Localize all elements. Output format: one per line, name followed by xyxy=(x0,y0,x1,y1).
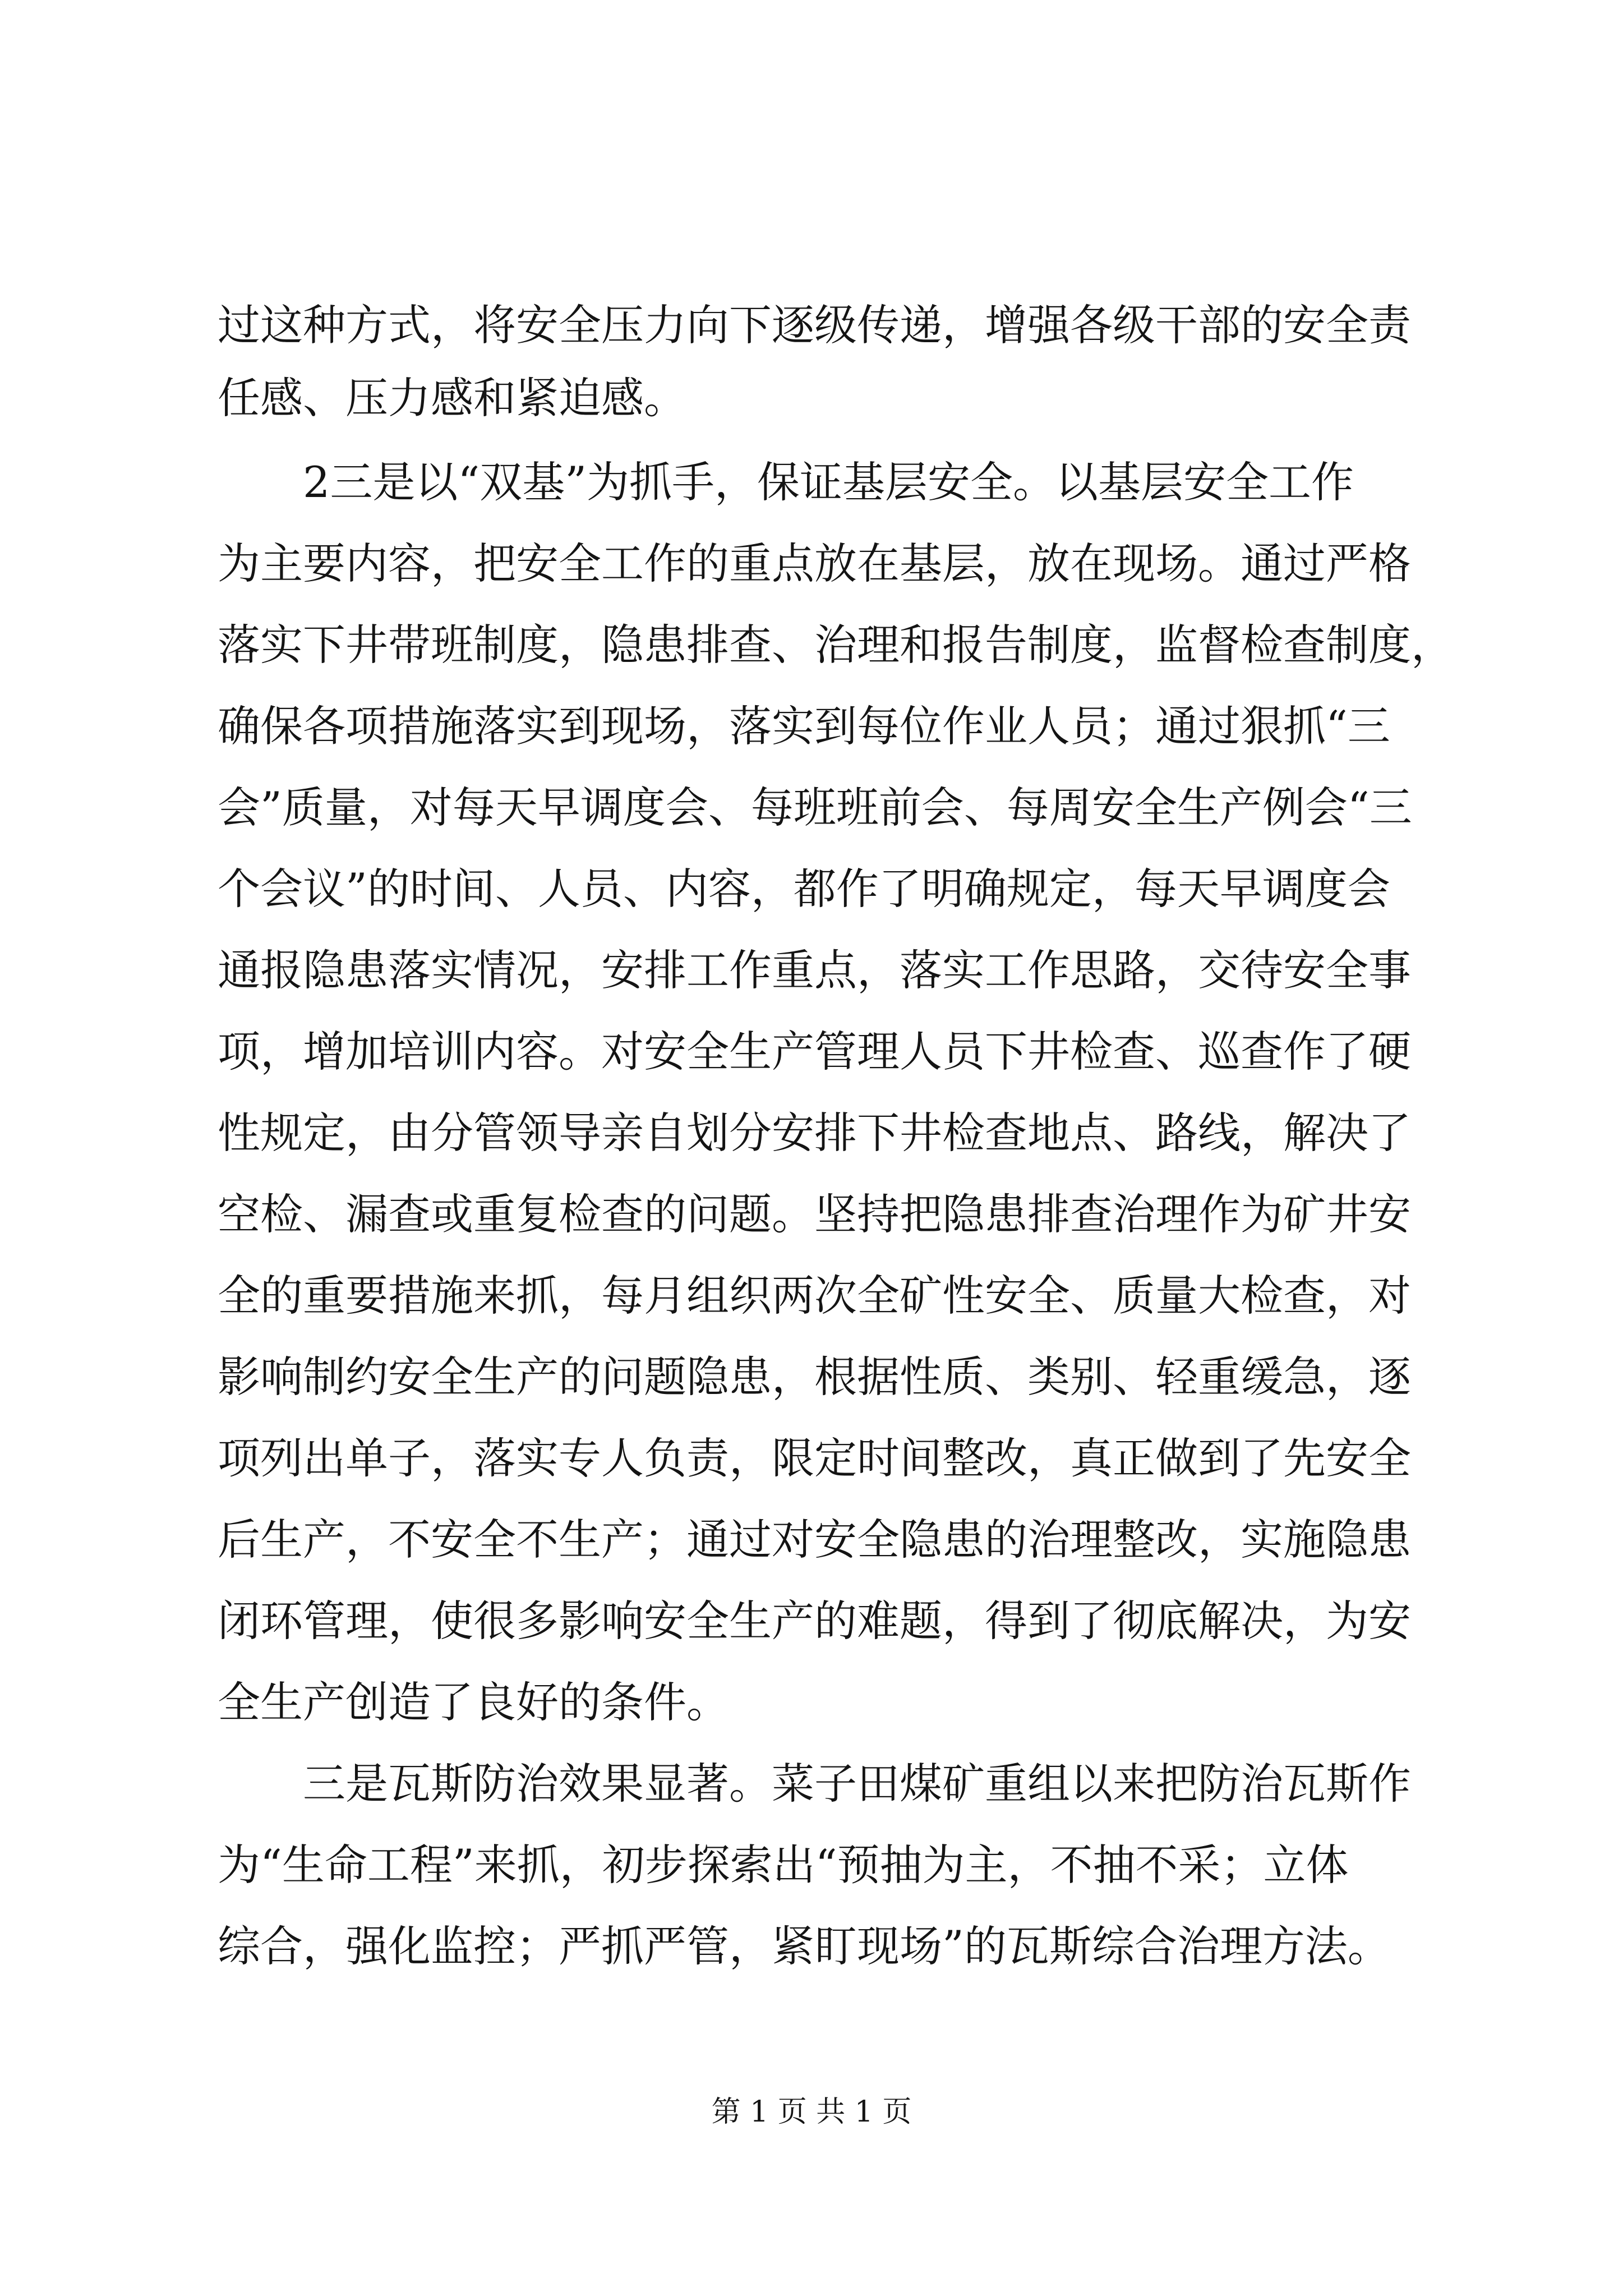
body-text-line: 全生产创造了良好的条件。 xyxy=(218,1677,729,1727)
body-text-line: 项列出单子，落实专人负责，限定时间整改，真正做到了先安全 xyxy=(218,1433,1411,1483)
body-text-line: 影响制约安全生产的问题隐患，根据性质、类别、轻重缓急，逐 xyxy=(218,1352,1411,1402)
body-text-line: 性规定，由分管领导亲自划分安排下井检查地点、路线，解决了 xyxy=(218,1108,1411,1158)
body-text-line: 为“生命工程”来抓，初步探索出“预抽为主，不抽不采；立体 xyxy=(218,1840,1349,1890)
body-text-line: 后生产，不安全不生产；通过对安全隐患的治理整改，实施隐患 xyxy=(218,1515,1411,1565)
body-text-line: 确保各项措施落实到现场，落实到每位作业人员；通过狠抓“三 xyxy=(218,701,1390,751)
body-text-line: 全的重要措施来抓，每月组织两次全矿性安全、质量大检查，对 xyxy=(218,1271,1411,1320)
body-text-line: 任感、压力感和紧迫感。 xyxy=(218,373,686,423)
body-text-line: 过这种方式，将安全压力向下逐级传递，增强各级干部的安全责 xyxy=(218,300,1411,350)
body-text-line: 三是瓦斯防治效果显著。菜子田煤矿重组以来把防治瓦斯作 xyxy=(218,1759,1411,1809)
body-text-line: 项，增加培训内容。对安全生产管理人员下井检查、巡查作了硬 xyxy=(218,1027,1411,1076)
body-text-line: 为主要内容，把安全工作的重点放在基层，放在现场。通过严格 xyxy=(218,539,1411,588)
page-number-footer: 第 1 页 共 1 页 xyxy=(711,2095,912,2129)
body-text-line: 2三是以“双基”为抓手，保证基层安全。以基层安全工作 xyxy=(218,457,1354,507)
body-text-line: 会”质量，对每天早调度会、每班班前会、每周安全生产例会“三 xyxy=(218,783,1412,832)
body-text-line: 空检、漏查或重复检查的问题。坚持把隐患排查治理作为矿井安 xyxy=(218,1189,1411,1239)
body-text-line: 通报隐患落实情况，安排工作重点，落实工作思路，交待安全事 xyxy=(218,945,1411,995)
body-text-line: 闭环管理，使很多影响安全生产的难题，得到了彻底解决，为安 xyxy=(218,1596,1411,1646)
body-text-line: 综合，强化监控；严抓严管，紧盯现场”的瓦斯综合治理方法。 xyxy=(218,1921,1390,1971)
body-text-line: 个会议”的时间、人员、内容，都作了明确规定，每天早调度会 xyxy=(218,864,1390,914)
body-text-line: 落实下井带班制度，隐患排查、治理和报告制度，监督检查制度， xyxy=(218,620,1454,670)
